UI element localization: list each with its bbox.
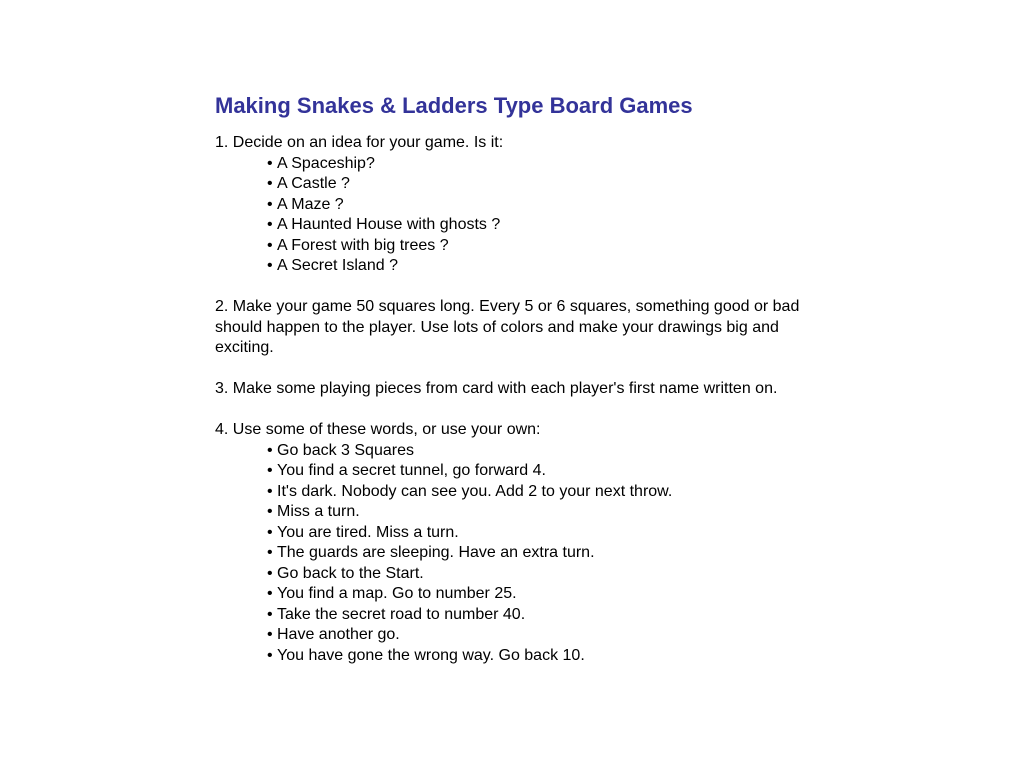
list-item: • A Forest with big trees ?: [267, 236, 825, 257]
bullet-icon: •: [267, 605, 273, 623]
step-4-bullet-list: [215, 441, 825, 667]
step-3: [215, 379, 825, 400]
list-item: • You are tired. Miss a turn.: [267, 523, 825, 544]
list-item: • You have gone the wrong way. Go back 10.: [267, 646, 825, 667]
list-item: • The guards are sleeping. Have an extra turn.: [267, 543, 825, 564]
page-title: Making Snakes & Ladders Type Board Games: [215, 93, 693, 118]
slide-content: [215, 90, 825, 666]
step-1-bullet-list: [215, 154, 825, 277]
list-item: • It's dark. Nobody can see you. Add 2 to your next throw.: [267, 482, 825, 503]
step-1-text: 1. Decide on an idea for your game. Is it:: [215, 134, 504, 151]
list-item: • Have another go.: [267, 625, 825, 646]
bullet-icon: •: [267, 564, 273, 582]
list-item: • Go back to the Start.: [267, 564, 825, 585]
bullet-icon: •: [267, 646, 273, 664]
list-item: • You find a map. Go to number 25.: [267, 584, 825, 605]
step-2-text: 2. Make your game 50 squares long. Every 5 or 6 squares, something good or bad should happen to the player. Use lots of colors and make your drawings big and exciting.: [215, 298, 800, 356]
bullet-icon: •: [267, 236, 273, 254]
step-1: [215, 133, 825, 277]
bullet-icon: •: [267, 626, 273, 643]
bullet-icon: •: [267, 216, 273, 233]
list-item: • A Castle ?: [267, 174, 825, 195]
bullet-icon: •: [267, 257, 273, 274]
list-item: • Miss a turn.: [267, 502, 825, 523]
step-3-text: 3. Make some playing pieces from card with each player's first name written on.: [215, 380, 778, 397]
bullet-icon: •: [267, 482, 273, 500]
bullet-icon: •: [267, 462, 273, 479]
list-item: • A Haunted House with ghosts ?: [267, 215, 825, 236]
list-item: • You find a secret tunnel, go forward 4.: [267, 461, 825, 482]
list-item: • Take the secret road to number 40.: [267, 605, 825, 626]
bullet-icon: •: [267, 523, 273, 541]
bullet-icon: •: [267, 175, 273, 192]
list-item: • A Maze ?: [267, 195, 825, 216]
bullet-icon: •: [267, 585, 273, 602]
step-2: [215, 297, 825, 359]
list-item: • Go back 3 Squares: [267, 441, 825, 462]
list-item: • A Spaceship?: [267, 154, 825, 175]
step-4: [215, 420, 825, 666]
bullet-icon: •: [267, 503, 273, 520]
step-4-text: 4. Use some of these words, or use your own:: [215, 421, 541, 438]
list-item: • A Secret Island ?: [267, 256, 825, 277]
bullet-icon: •: [267, 195, 273, 213]
bullet-icon: •: [267, 544, 273, 561]
bullet-icon: •: [267, 441, 273, 459]
bullet-icon: •: [267, 154, 273, 172]
